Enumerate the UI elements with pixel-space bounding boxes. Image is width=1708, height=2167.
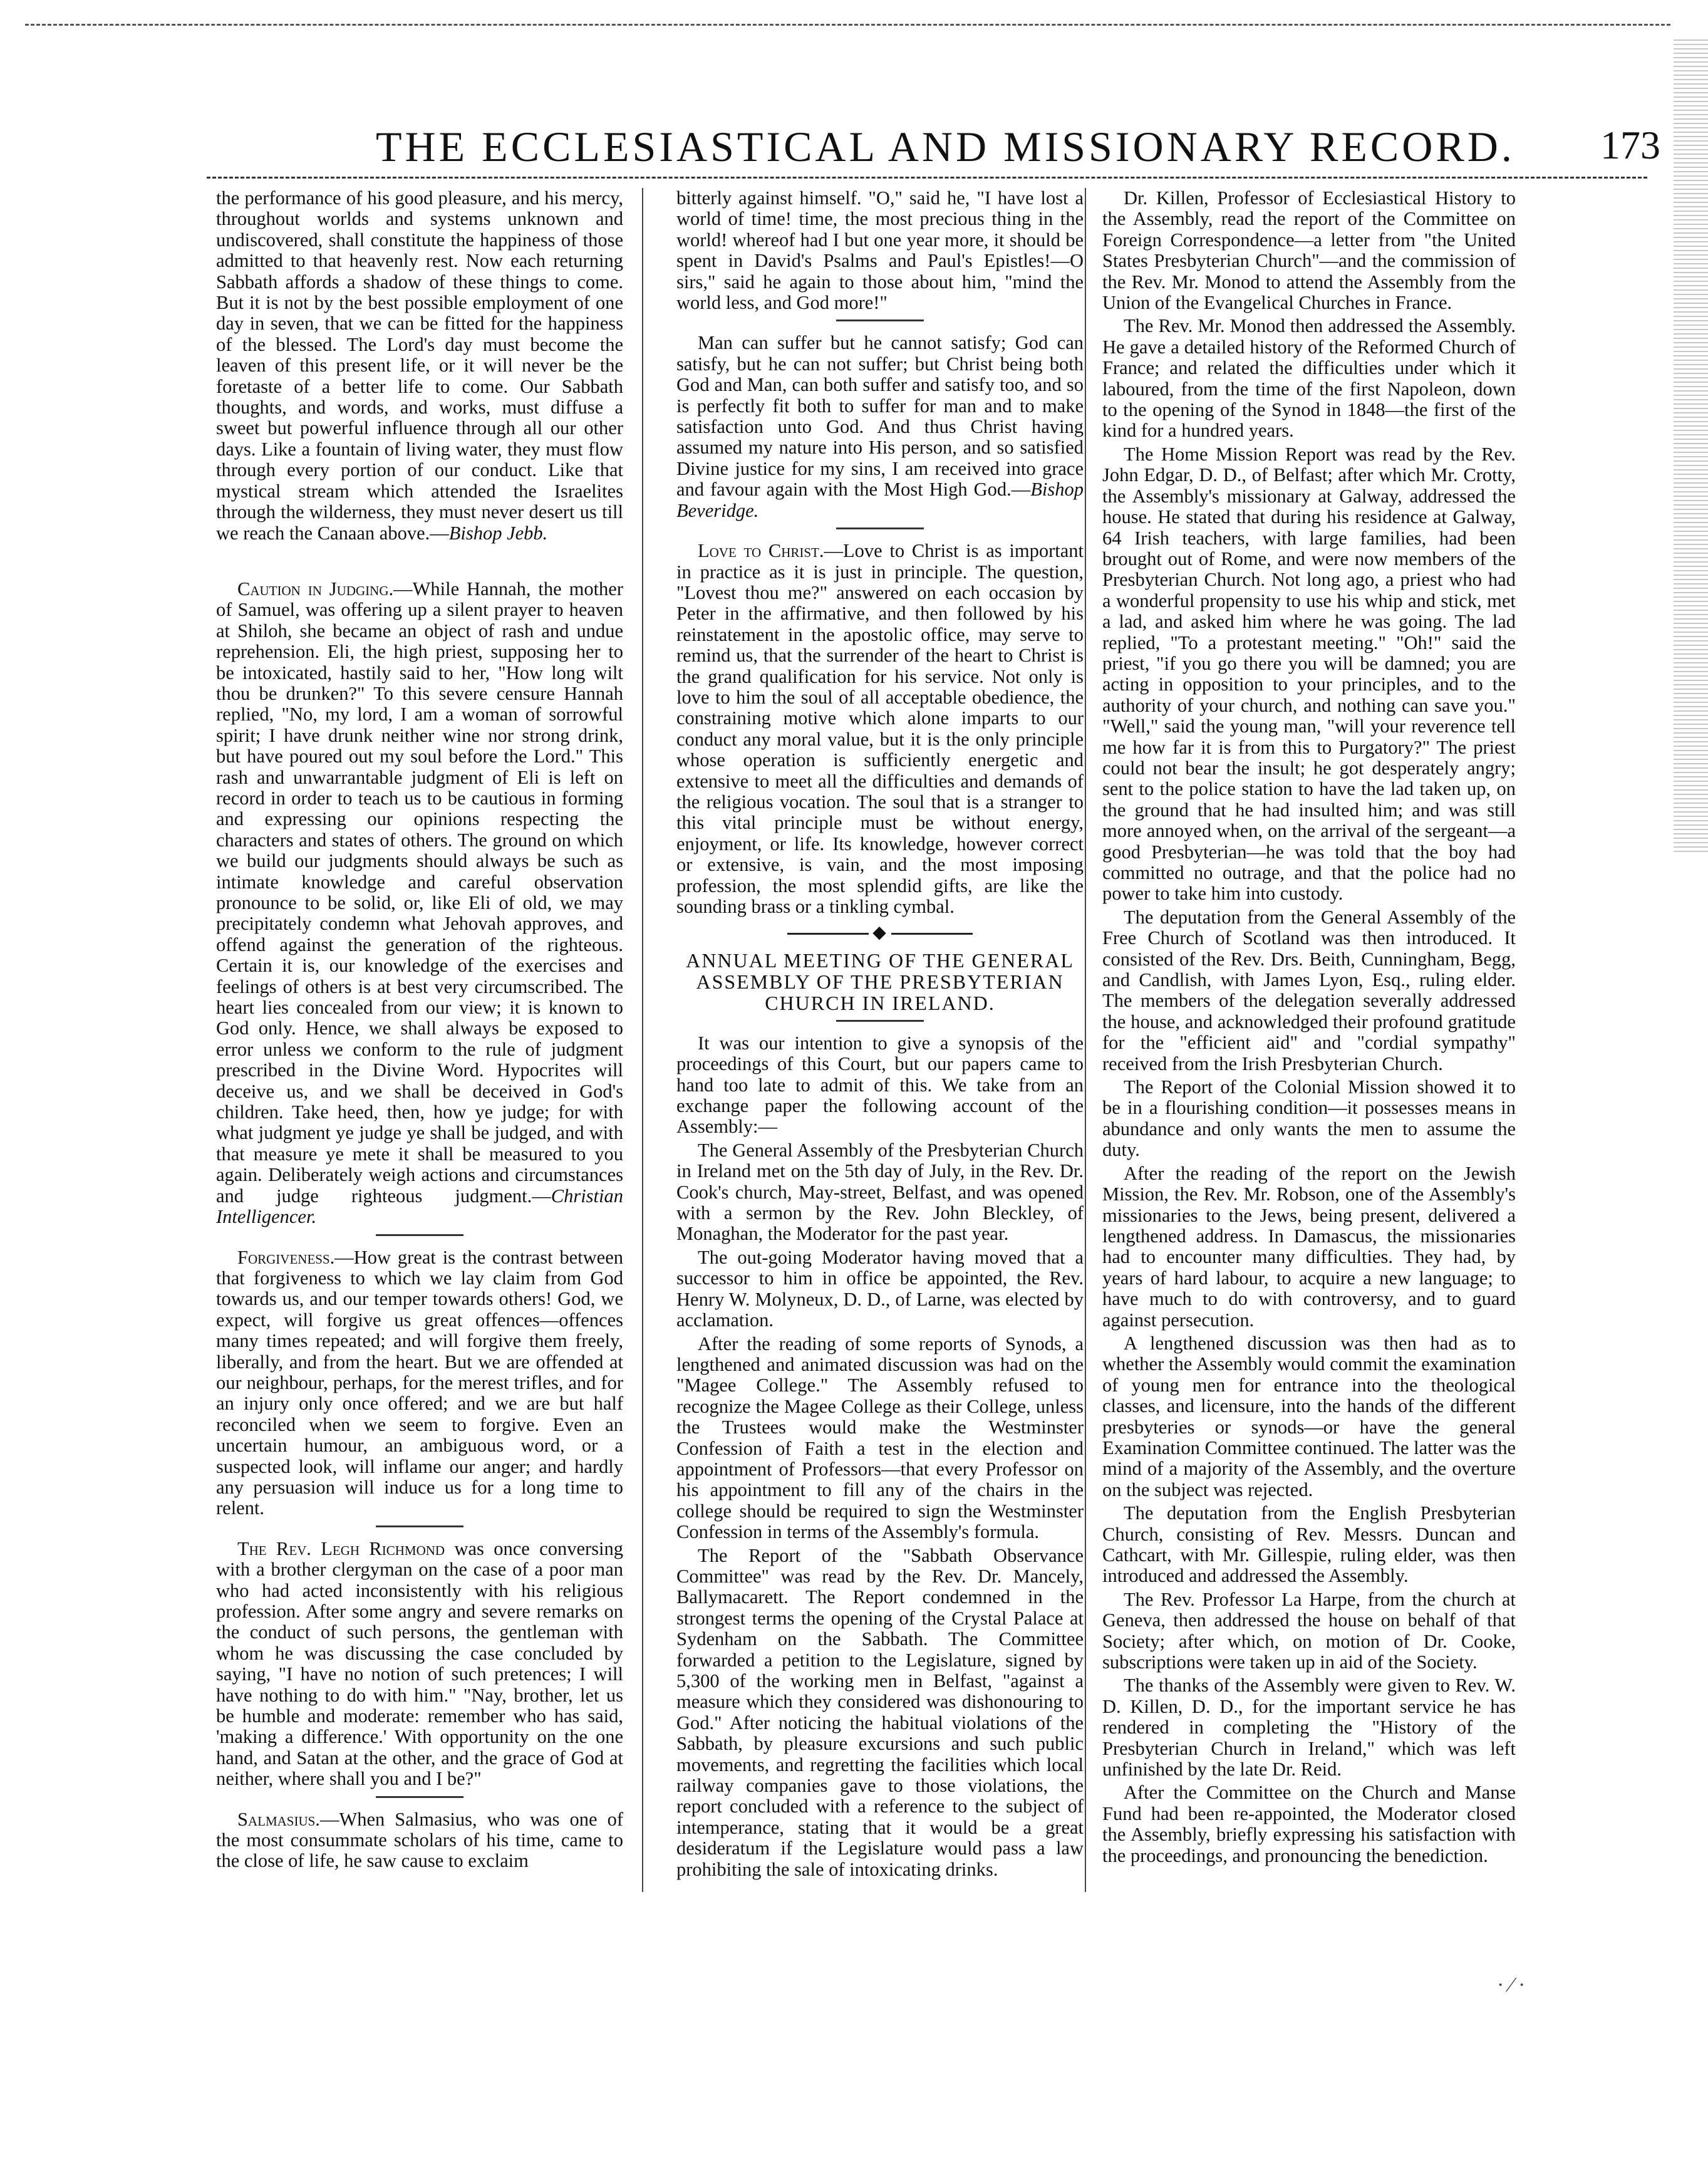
- paragraph-closing: After the Committee on the Church and Manse Fund had been re-appointed, the Moderator closed the Assembly, briefly expressing his satisfaction with the proceedings, and pronouncing the benediction.: [1102, 1782, 1516, 1866]
- divider: [376, 1234, 463, 1236]
- column-separator-2: [1085, 188, 1086, 1892]
- column-separator-1: [642, 188, 643, 1892]
- paragraph-free-church-deputation: The deputation from the General Assembly of the Free Church of Scotland was then introduced. It consisted of the Rev. Drs. Beith, Cunningham, Begg, and Candlish, with James Lyon, Esq., ruling elder. The members of the delegation severally addressed the house, and acknowledged their profound gratitude for the "efficient aid" and "cordial sympathy" received from the Irish Presbyterian Church.: [1102, 906, 1516, 1074]
- page-number: 173: [1600, 123, 1660, 167]
- article-lead: Salmasius.: [237, 1808, 320, 1830]
- paragraph-beveridge: Man can suffer but he cannot satisfy; God can satisfy, but he can not suffer; but Christ being both God and Man, can both suffer and satisfy too, and so is perfectly fit both to suffer for man and to make satisfaction unto God. And thus Christ having assumed my nature into His person, and so satisfied Divine justice for my sins, I am received into grace and favour again with the Most High God.—Bishop Beveridge.: [676, 332, 1084, 521]
- scan-specks: · ⁄ ·: [1497, 1973, 1526, 1997]
- paragraph-english-deputation: The deputation from the English Presbyterian Church, consisting of Rev. Messrs. Duncan and Cathcart, with Mr. Gillespie, ruling elder, was then introduced and addressed the Assembly.: [1102, 1502, 1516, 1587]
- paragraph-assembly-intro: It was our intention to give a synopsis of the proceedings of this Court, but our papers came to hand too late to admit of this. We take from an exchange paper the following account of the Assembly:—: [676, 1032, 1084, 1138]
- paragraph-magee-college: After the reading of some reports of Synods, a lengthened and animated discussion was had on the "Magee College." The Assembly refused to recognize the Magee College as their College, unless the Trustees would make the Westminster Confession of Faith a test in the election and appointment of Professors—that every Professor on his appointment to fill any of the chairs in the college should be required to sign the Westminster Confession in terms of the Assembly's formula.: [676, 1333, 1084, 1543]
- paragraph-killen-report: Dr. Killen, Professor of Ecclesiastical History to the Assembly, read the report of the Committee on Foreign Correspondence—a letter from "the United States Presbyterian Church"—and the commission of the Rev. Mr. Monod to attend the Assembly from the Union of the Evangelical Churches in France.: [1102, 187, 1516, 314]
- paragraph-thanks: The thanks of the Assembly were given to Rev. W. D. Killen, D. D., for the important service he has rendered in completing the "History of the Presbyterian Church in Ireland," which was left unfinished by the late Dr. Reid.: [1102, 1675, 1516, 1780]
- divider: [836, 527, 924, 529]
- paragraph-home-mission: The Home Mission Report was read by the Rev. John Edgar, D. D., of Belfast; after which Mr. Crotty, the Assembly's missionary at Galway, addressed the house. He stated that during his residence at Galway, 64 Irish teachers, with large families, had been brought out of Rome, and were now members of the Presbyterian Church. Not long ago, a priest who had a wonderful propensity to use his whip and stick, met a lad, and asked him where he was going. The lad replied, "To a protestant meeting." "Oh!" said the priest, "if you go there you will be damned; you are acting in opposition to your principles, and to the authority of your church, and nothing can save you." "Well," said the young man, "will your reverence tell me how far it is from this to Purgatory?" The priest could not bear the insult; he got desperately angry; sent to the police station to have the lad taken up, on the ground that he had insulted him; and was still more annoyed when, on the arrival of the sergeant—a good Presbyterian—he was told that the boy had committed no outrage, and that the police had no power to take him into custody.: [1102, 443, 1516, 905]
- paragraph-examination: A lengthened discussion was then had as to whether the Assembly would commit the examination of young men for entrance into the theological classes, and licensure, into the hands of the different presbyteries or synods—or have the general Examination Committee continued. The latter was the mind of a majority of the Assembly, and the overture on the subject was rejected.: [1102, 1332, 1516, 1500]
- divider: [376, 1796, 463, 1798]
- column-2: [676, 188, 1084, 1883]
- paragraph-assembly-met: The General Assembly of the Presbyterian Church in Ireland met on the 5th day of July, in the Rev. Dr. Cook's church, May-street, Belfast, and was opened with a sermon by the Rev. John Bleckley, of Monaghan, the Moderator for the past year.: [676, 1139, 1084, 1245]
- section-heading: ANNUAL MEETING OF THE GENERAL ASSEMBLY OF THE PRESBYTERIAN CHURCH IN IRELAND.: [686, 948, 1074, 1014]
- attribution: Bishop Beveridge.: [676, 479, 1084, 521]
- paragraph-monod: The Rev. Mr. Monod then addressed the Assembly. He gave a detailed history of the Reformed Church of France; and related the difficulties under which it laboured, from the time of the first Napoleon, down to the opening of the Synod in 1848—the first of the kind for a hundred years.: [1102, 315, 1516, 442]
- paragraph-love-to-christ: Love to Christ.—Love to Christ is as important in practice as it is just in principle. The question, "Lovest thou me?" answered on each occasion by Peter in the affirmative, and then followed by his reinstatement in the apostolic office, may serve to remind us, that the surrender of the heart to Christ is the grand qualification for his service. Not only is love to him the soul of all acceptable obedience, the constraining motive which alone imparts to our conduct any moral value, but it is the only principle whose operation is sufficiently energetic and extensive to meet all the difficulties and demands of the religious vocation. The soul that is a stranger to this vital principle must be without energy, enjoyment, or life. Its knowledge, however correct or extensive, is vain, and the most imposing profession, the most splendid gifts, are like the sounding brass or a tinkling cymbal.: [676, 540, 1084, 917]
- divider: [376, 1525, 463, 1527]
- running-head-title: THE ECCLESIASTICAL AND MISSIONARY RECORD.: [376, 123, 1515, 170]
- paragraph-jewish-mission: After the reading of the report on the Jewish Mission, the Rev. Mr. Robson, one of the Assembly's missionaries to the Jews, being present, delivered a lengthened address. In Damascus, the missionaries had to encounter many difficulties. They had, by years of hard labour, to acquire a new language; to have much to do with controversy, and to guard against persecution.: [1102, 1162, 1516, 1331]
- article-lead: Forgiveness.: [237, 1246, 335, 1268]
- column-1: [216, 188, 623, 1874]
- divider: [836, 1020, 924, 1022]
- paragraph-sabbath-observance: The Report of the "Sabbath Observance Committee" was read by the Rev. Dr. Mancely, Ballymacarett. The Report condemned in the strongest terms the opening of the Crystal Palace at Sydenham on the Sabbath. The Committee forwarded a petition to the Legislature, signed by 5,300 of the working men in Belfast, "against a measure which they considered was dishonouring to God." After noticing the habitual violations of the Sabbath, by pleasure excursions and such public movements, and regretting the facilities which local railway companies gave to those violations, the report concluded with a reference to the subject of intemperance, stating that it would be a great desideratum if the Legislature would pass a law prohibiting the sale of intoxicating drinks.: [676, 1544, 1084, 1880]
- ornamental-divider: ◆: [676, 922, 1084, 943]
- paragraph-moderator: The out-going Moderator having moved that a successor to him in office be appointed, the Rev. Henry W. Molyneux, D. D., of Larne, was elected by acclamation.: [676, 1246, 1084, 1331]
- scan-edge-artifact: [1674, 38, 1708, 852]
- article-lead: Caution in Judging.: [237, 578, 394, 600]
- paragraph-salmasius: Salmasius.—When Salmasius, who was one of the most consummate scholars of his time, came to the close of life, he saw cause to exclaim: [216, 1808, 623, 1872]
- article-lead: The Rev. Legh Richmond: [237, 1537, 445, 1559]
- paragraph-forgiveness: Forgiveness.—How great is the contrast between that forgiveness to which we lay claim from God towards us, and our temper towards others! God, we expect, will forgive us great offences—offences many times repeated; and will forgive them freely, liberally, and from the heart. But we are offended at our neighbour, perhaps, for the merest trifles, and for an injury only once offered; and we are but half reconciled when we seem to forgive. Even an uncertain humour, an ambiguous word, or a suspected look, will inflame our anger; and hardly any persuasion will induce us for a long time to relent.: [216, 1246, 623, 1519]
- article-lead: Love to Christ.: [698, 540, 824, 562]
- attribution: Bishop Jebb.: [448, 522, 548, 544]
- paragraph-salmasius-cont: bitterly against himself. "O," said he, "I have lost a world of time! time, the most precious thing in the world! whereof had I but one year more, it should be spent in David's Psalms and Paul's Epistles!—O sirs," said he again to those about him, "mind the world less, and God more!": [676, 187, 1084, 314]
- paragraph-legh-richmond: The Rev. Legh Richmond was once conversing with a brother clergyman on the case of a poor man who had acted inconsistently with his religious profession. After some angry and severe remarks on the conduct of such persons, the gentleman with whom he was discussing the case concluded by saying, "I have no notion of such pretences; I will have nothing to do with him." "Nay, brother, let us be humble and moderate: remember who has said, 'making a difference.' With opportunity on the one hand, and Satan at the other, and the grace of God at neither, where shall you and I be?": [216, 1537, 623, 1790]
- divider: [836, 320, 924, 321]
- paragraph-la-harpe: The Rev. Professor La Harpe, from the church at Geneva, then addressed the house on behalf of that Society; after which, on motion of Dr. Cooke, subscriptions were taken up in aid of the Society.: [1102, 1588, 1516, 1673]
- header-rule: [207, 177, 1647, 179]
- paragraph-sabbath: the performance of his good pleasure, and his mercy, throughout worlds and systems unknown and undiscovered, shall constitute the happiness of those admitted to that heavenly rest. Now each returning Sabbath affords a shadow of these things to come. But it is not by the best possible employment of one day in seven, that we can be fitted for the happiness of the blessed. The Lord's day must become the leaven of this present life, or it will never be the foretaste of a better life to come. Our Sabbath thoughts, and words, and works, must diffuse a sweet but powerful influence through all our other days. Like a fountain of living water, they must flow through every portion of our conduct. Like that mystical stream which attended the Israelites through the wilderness, they must never desert us till we reach the Canaan above.—Bishop Jebb.: [216, 187, 623, 544]
- attribution: Christian Intelligencer.: [216, 1185, 623, 1228]
- top-border-rule: [25, 24, 1670, 26]
- paragraph-colonial-mission: The Report of the Colonial Mission showed it to be in a flourishing condition—it possesses means in abundance and only wants the men to assume the duty.: [1102, 1076, 1516, 1161]
- paragraph-caution-in-judging: Caution in Judging.—While Hannah, the mother of Samuel, was offering up a silent prayer to heaven at Shiloh, she became an object of rash and undue reprehension. Eli, the high priest, supposing her to be intoxicated, hastily said to her, "How long wilt thou be drunken?" To this severe censure Hannah replied, "No, my lord, I am a woman of sorrowful spirit; I have drunk neither wine nor strong drink, but have poured out my soul before the Lord." This rash and unwarrantable judgment of Eli is left on record in order to teach us to be cautious in forming and expressing our opinions respecting the characters and states of others. The ground on which we build our judgments should always be such as intimate knowledge and careful observation pronounce to be solid, or, like Eli of old, we may precipitately condemn what Jehovah approves, and offend against the generation of the righteous. Certain it is, our knowledge of the exercises and feelings of others is at best very circumscribed. The heart lies concealed from our view; it is known to God only. Hence, we shall always be exposed to error unless we conform to the rule of judgment prescribed in the Divine Word. Hypocrites will deceive us, and we shall be deceived in God's children. Take heed, then, how ye judge; for with what judgment ye judge ye shall be judged, and with that measure ye mete it shall be measured to you again. Deliberately weigh actions and circumstances and judge righteous judgment.—Christian Intelligencer.: [216, 578, 623, 1228]
- column-3: [1102, 188, 1516, 1869]
